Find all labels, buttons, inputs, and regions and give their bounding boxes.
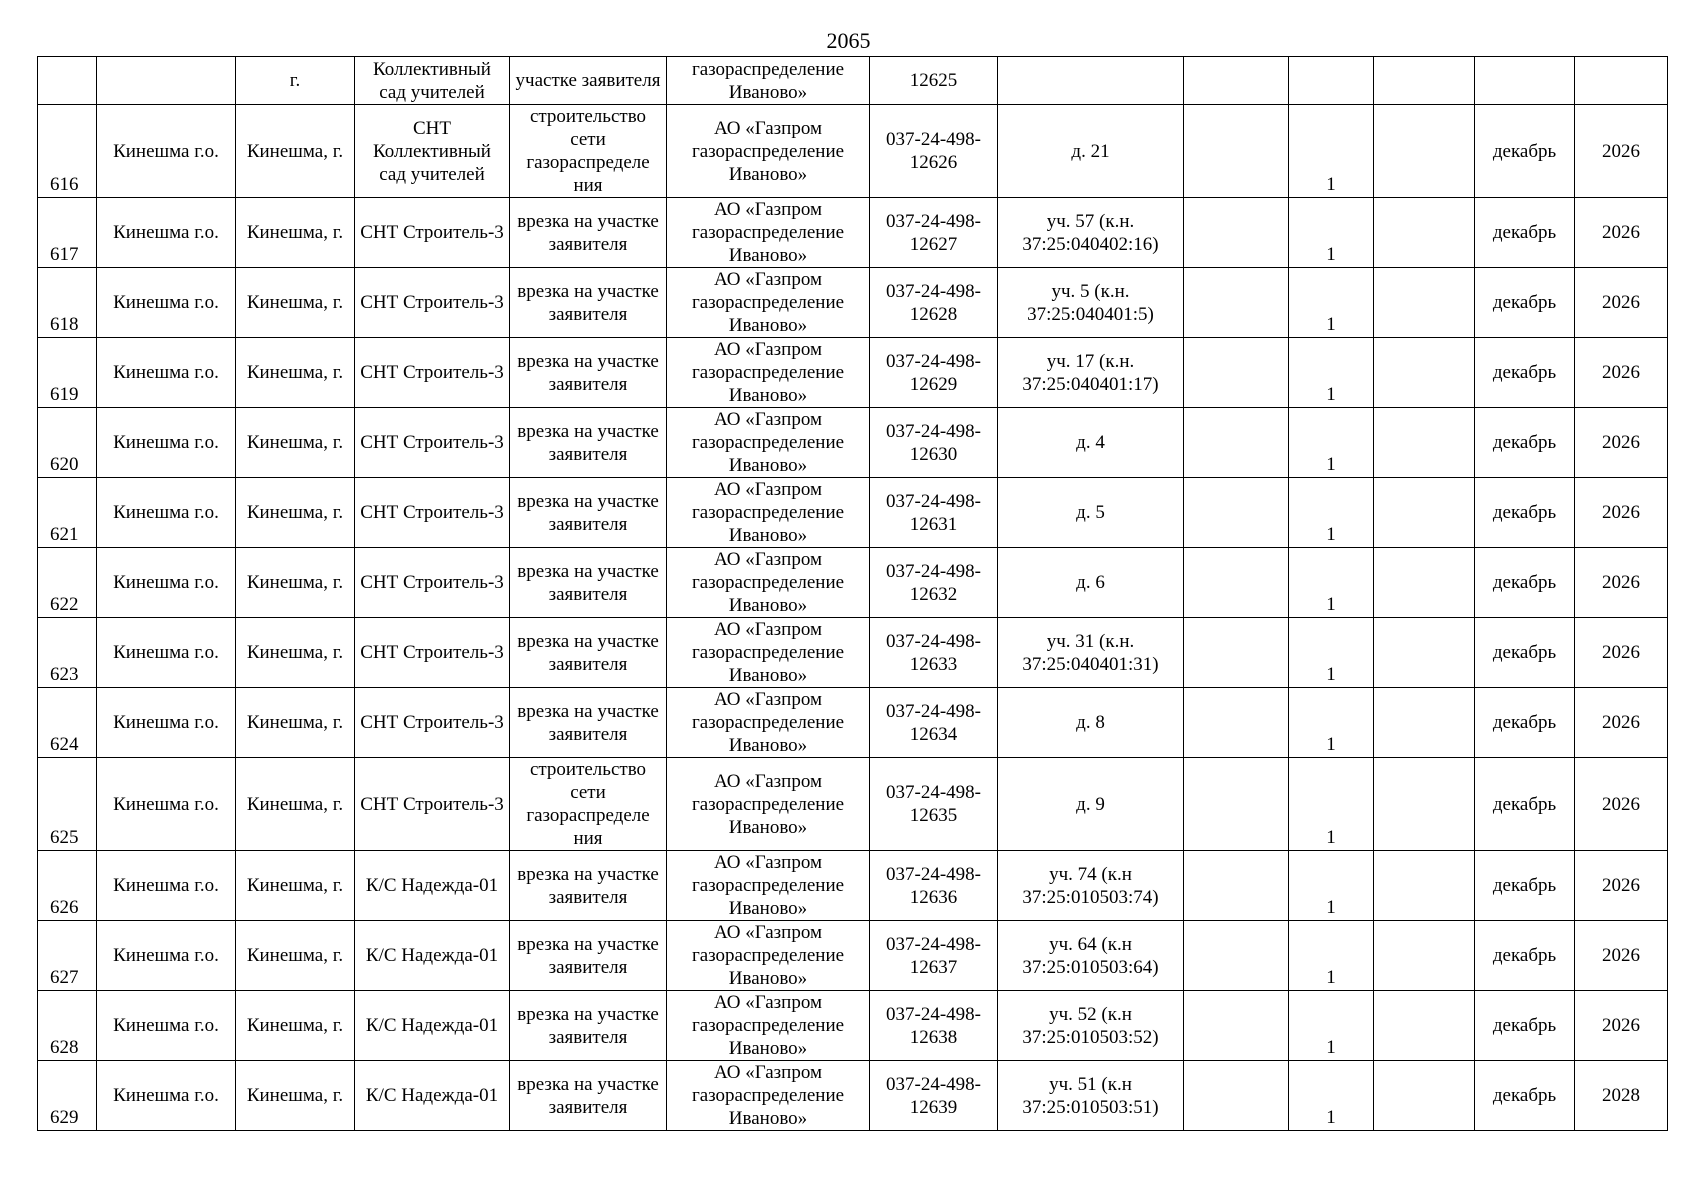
cell-object: СНТ Строитель-3	[355, 198, 510, 268]
cell-code: 037-24-498-12636	[870, 851, 998, 921]
cell-empty	[1184, 618, 1289, 688]
cell-address: д. 9	[998, 758, 1184, 851]
cell-address: уч. 5 (к.н. 37:25:040401:5)	[998, 268, 1184, 338]
cell-district: Кинешма г.о.	[97, 105, 236, 198]
cell-work-type: врезка на участке заявителя	[510, 1061, 667, 1131]
cell-district: Кинешма г.о.	[97, 991, 236, 1061]
cell-code: 037-24-498-12630	[870, 408, 998, 478]
cell-year: 2028	[1575, 1061, 1668, 1131]
table-row	[38, 618, 1668, 688]
table-row	[38, 688, 1668, 758]
cell-empty	[1184, 478, 1289, 548]
cell-quantity: 1	[1289, 991, 1374, 1061]
cell-year: 2026	[1575, 408, 1668, 478]
cell-month: декабрь	[1475, 688, 1575, 758]
cell-organization: АО «Газпром газораспределение Иваново»	[667, 851, 870, 921]
cell-locality: Кинешма, г.	[236, 1061, 355, 1131]
cell-address: д. 21	[998, 105, 1184, 198]
cell-empty	[1184, 991, 1289, 1061]
cell-address: д. 6	[998, 548, 1184, 618]
cell-empty	[1374, 991, 1475, 1061]
cell-year: 2026	[1575, 338, 1668, 408]
cell-locality: Кинешма, г.	[236, 198, 355, 268]
cell-address: уч. 64 (к.н 37:25:010503:64)	[998, 921, 1184, 991]
cell-month: декабрь	[1475, 921, 1575, 991]
cell-empty	[1184, 268, 1289, 338]
cell-year: 2026	[1575, 268, 1668, 338]
cell-quantity: 1	[1289, 688, 1374, 758]
cell-organization: АО «Газпром газораспределение Иваново»	[667, 408, 870, 478]
table-row	[38, 991, 1668, 1061]
cell-code: 037-24-498-12626	[870, 105, 998, 198]
cell-quantity: 1	[1289, 198, 1374, 268]
cell-organization: АО «Газпром газораспределение Иваново»	[667, 198, 870, 268]
cell-organization: АО «Газпром газораспределение Иваново»	[667, 478, 870, 548]
cell-year: 2026	[1575, 198, 1668, 268]
cell-address: д. 8	[998, 688, 1184, 758]
cell-quantity: 1	[1289, 921, 1374, 991]
cell-locality: Кинешма, г.	[236, 338, 355, 408]
cell-empty	[1184, 688, 1289, 758]
cell-year: 2026	[1575, 105, 1668, 198]
cell-district: Кинешма г.о.	[97, 198, 236, 268]
cell-work-type: врезка на участке заявителя	[510, 478, 667, 548]
cell-empty	[1184, 758, 1289, 851]
cell-empty	[1374, 1061, 1475, 1131]
cell-district: Кинешма г.о.	[97, 548, 236, 618]
cell-locality: Кинешма, г.	[236, 618, 355, 688]
cell-number: 623	[38, 618, 97, 688]
cell-quantity: 1	[1289, 408, 1374, 478]
cell-empty	[1374, 338, 1475, 408]
cell-number: 619	[38, 338, 97, 408]
cell-quantity: 1	[1289, 758, 1374, 851]
cell-object: К/С Надежда-01	[355, 851, 510, 921]
table-row	[38, 408, 1668, 478]
cell-work-type: строительство сети газораспределе ния	[510, 758, 667, 851]
page-number: 2065	[826, 28, 871, 53]
cell-organization: АО «Газпром газораспределение Иваново»	[667, 758, 870, 851]
cell-month: декабрь	[1475, 198, 1575, 268]
cell-organization: АО «Газпром газораспределение Иваново»	[667, 268, 870, 338]
cell-work-type: врезка на участке заявителя	[510, 198, 667, 268]
cell-work-type: врезка на участке заявителя	[510, 338, 667, 408]
cell-month: декабрь	[1475, 1061, 1575, 1131]
cell-month	[1475, 57, 1575, 105]
cell-empty	[1184, 198, 1289, 268]
cell-object: СНТ Строитель-3	[355, 338, 510, 408]
cell-locality: Кинешма, г.	[236, 991, 355, 1061]
data-table	[37, 56, 1668, 1131]
cell-organization: АО «Газпром газораспределение Иваново»	[667, 1061, 870, 1131]
cell-object: СНТ Строитель-3	[355, 478, 510, 548]
cell-quantity: 1	[1289, 618, 1374, 688]
cell-number	[38, 57, 97, 105]
cell-code: 037-24-498-12637	[870, 921, 998, 991]
cell-address: д. 5	[998, 478, 1184, 548]
cell-locality: Кинешма, г.	[236, 758, 355, 851]
cell-empty	[1374, 408, 1475, 478]
cell-code: 037-24-498-12639	[870, 1061, 998, 1131]
cell-work-type: врезка на участке заявителя	[510, 548, 667, 618]
cell-month: декабрь	[1475, 268, 1575, 338]
cell-code: 037-24-498-12634	[870, 688, 998, 758]
table-row	[38, 57, 1668, 105]
cell-number: 625	[38, 758, 97, 851]
cell-empty	[1374, 921, 1475, 991]
cell-quantity: 1	[1289, 548, 1374, 618]
cell-code: 037-24-498-12627	[870, 198, 998, 268]
table-row	[38, 338, 1668, 408]
cell-code: 037-24-498-12638	[870, 991, 998, 1061]
cell-locality: Кинешма, г.	[236, 548, 355, 618]
cell-object: СНТ Строитель-3	[355, 408, 510, 478]
table-row	[38, 1061, 1668, 1131]
cell-number: 622	[38, 548, 97, 618]
cell-empty	[1374, 851, 1475, 921]
cell-number: 628	[38, 991, 97, 1061]
cell-year: 2026	[1575, 991, 1668, 1061]
cell-organization: газораспределение Иваново»	[667, 57, 870, 105]
cell-code: 037-24-498-12635	[870, 758, 998, 851]
cell-year: 2026	[1575, 548, 1668, 618]
cell-number: 616	[38, 105, 97, 198]
cell-address: уч. 52 (к.н 37:25:010503:52)	[998, 991, 1184, 1061]
cell-empty	[1184, 548, 1289, 618]
table-row	[38, 548, 1668, 618]
cell-district: Кинешма г.о.	[97, 478, 236, 548]
cell-quantity: 1	[1289, 851, 1374, 921]
cell-district: Кинешма г.о.	[97, 688, 236, 758]
cell-quantity: 1	[1289, 478, 1374, 548]
cell-object: СНТ Строитель-3	[355, 688, 510, 758]
cell-address: уч. 51 (к.н 37:25:010503:51)	[998, 1061, 1184, 1131]
cell-number: 618	[38, 268, 97, 338]
table-row	[38, 758, 1668, 851]
cell-object: СНТ Коллективный сад учителей	[355, 105, 510, 198]
cell-object: Коллективный сад учителей	[355, 57, 510, 105]
cell-locality: Кинешма, г.	[236, 105, 355, 198]
cell-district: Кинешма г.о.	[97, 618, 236, 688]
cell-month: декабрь	[1475, 851, 1575, 921]
cell-address	[998, 57, 1184, 105]
cell-work-type: врезка на участке заявителя	[510, 921, 667, 991]
cell-address: уч. 17 (к.н. 37:25:040401:17)	[998, 338, 1184, 408]
cell-organization: АО «Газпром газораспределение Иваново»	[667, 991, 870, 1061]
cell-year: 2026	[1575, 618, 1668, 688]
cell-object: СНТ Строитель-3	[355, 548, 510, 618]
table-row	[38, 478, 1668, 548]
cell-empty	[1374, 688, 1475, 758]
cell-district: Кинешма г.о.	[97, 338, 236, 408]
cell-empty	[1374, 198, 1475, 268]
cell-work-type: врезка на участке заявителя	[510, 268, 667, 338]
cell-number: 624	[38, 688, 97, 758]
cell-locality: Кинешма, г.	[236, 408, 355, 478]
cell-district: Кинешма г.о.	[97, 758, 236, 851]
cell-object: К/С Надежда-01	[355, 1061, 510, 1131]
cell-month: декабрь	[1475, 478, 1575, 548]
cell-number: 620	[38, 408, 97, 478]
cell-empty	[1184, 1061, 1289, 1131]
cell-number: 621	[38, 478, 97, 548]
cell-organization: АО «Газпром газораспределение Иваново»	[667, 688, 870, 758]
cell-object: К/С Надежда-01	[355, 921, 510, 991]
table-row	[38, 851, 1668, 921]
cell-code: 037-24-498-12631	[870, 478, 998, 548]
cell-empty	[1374, 57, 1475, 105]
cell-locality: Кинешма, г.	[236, 688, 355, 758]
cell-empty	[1374, 105, 1475, 198]
cell-quantity: 1	[1289, 1061, 1374, 1131]
cell-work-type: врезка на участке заявителя	[510, 991, 667, 1061]
cell-quantity: 1	[1289, 338, 1374, 408]
cell-district: Кинешма г.о.	[97, 921, 236, 991]
cell-empty	[1184, 105, 1289, 198]
cell-empty	[1374, 478, 1475, 548]
cell-locality: г.	[236, 57, 355, 105]
table-body	[38, 57, 1668, 1131]
table-row	[38, 921, 1668, 991]
cell-object: К/С Надежда-01	[355, 991, 510, 1061]
cell-empty	[1184, 851, 1289, 921]
cell-year: 2026	[1575, 921, 1668, 991]
cell-district: Кинешма г.о.	[97, 268, 236, 338]
cell-number: 617	[38, 198, 97, 268]
cell-work-type: строительство сети газораспределе ния	[510, 105, 667, 198]
cell-month: декабрь	[1475, 408, 1575, 478]
cell-address: уч. 74 (к.н 37:25:010503:74)	[998, 851, 1184, 921]
cell-month: декабрь	[1475, 618, 1575, 688]
cell-code: 037-24-498-12629	[870, 338, 998, 408]
cell-year: 2026	[1575, 478, 1668, 548]
cell-month: декабрь	[1475, 338, 1575, 408]
cell-work-type: участке заявителя	[510, 57, 667, 105]
cell-organization: АО «Газпром газораспределение Иваново»	[667, 921, 870, 991]
cell-code: 037-24-498-12628	[870, 268, 998, 338]
cell-district	[97, 57, 236, 105]
cell-empty	[1184, 338, 1289, 408]
cell-locality: Кинешма, г.	[236, 268, 355, 338]
cell-number: 626	[38, 851, 97, 921]
cell-code: 12625	[870, 57, 998, 105]
cell-work-type: врезка на участке заявителя	[510, 408, 667, 478]
cell-empty	[1374, 618, 1475, 688]
cell-number: 627	[38, 921, 97, 991]
cell-locality: Кинешма, г.	[236, 478, 355, 548]
cell-year: 2026	[1575, 758, 1668, 851]
cell-locality: Кинешма, г.	[236, 851, 355, 921]
cell-address: уч. 57 (к.н. 37:25:040402:16)	[998, 198, 1184, 268]
table-row	[38, 198, 1668, 268]
cell-code: 037-24-498-12632	[870, 548, 998, 618]
cell-year: 2026	[1575, 688, 1668, 758]
cell-quantity: 1	[1289, 105, 1374, 198]
cell-empty	[1184, 921, 1289, 991]
cell-organization: АО «Газпром газораспределение Иваново»	[667, 338, 870, 408]
cell-address: уч. 31 (к.н. 37:25:040401:31)	[998, 618, 1184, 688]
cell-district: Кинешма г.о.	[97, 1061, 236, 1131]
cell-month: декабрь	[1475, 548, 1575, 618]
cell-organization: АО «Газпром газораспределение Иваново»	[667, 618, 870, 688]
cell-code: 037-24-498-12633	[870, 618, 998, 688]
cell-locality: Кинешма, г.	[236, 921, 355, 991]
cell-address: д. 4	[998, 408, 1184, 478]
cell-number: 629	[38, 1061, 97, 1131]
cell-object: СНТ Строитель-3	[355, 268, 510, 338]
cell-quantity	[1289, 57, 1374, 105]
cell-year	[1575, 57, 1668, 105]
cell-empty	[1374, 758, 1475, 851]
cell-work-type: врезка на участке заявителя	[510, 618, 667, 688]
cell-month: декабрь	[1475, 991, 1575, 1061]
cell-month: декабрь	[1475, 758, 1575, 851]
cell-empty	[1184, 408, 1289, 478]
cell-work-type: врезка на участке заявителя	[510, 688, 667, 758]
cell-empty	[1374, 268, 1475, 338]
cell-quantity: 1	[1289, 268, 1374, 338]
cell-year: 2026	[1575, 851, 1668, 921]
cell-organization: АО «Газпром газораспределение Иваново»	[667, 105, 870, 198]
cell-object: СНТ Строитель-3	[355, 618, 510, 688]
cell-month: декабрь	[1475, 105, 1575, 198]
cell-work-type: врезка на участке заявителя	[510, 851, 667, 921]
cell-district: Кинешма г.о.	[97, 851, 236, 921]
cell-empty	[1184, 57, 1289, 105]
table-row	[38, 268, 1668, 338]
cell-empty	[1374, 548, 1475, 618]
cell-organization: АО «Газпром газораспределение Иваново»	[667, 548, 870, 618]
cell-district: Кинешма г.о.	[97, 408, 236, 478]
table-row	[38, 105, 1668, 198]
cell-object: СНТ Строитель-3	[355, 758, 510, 851]
